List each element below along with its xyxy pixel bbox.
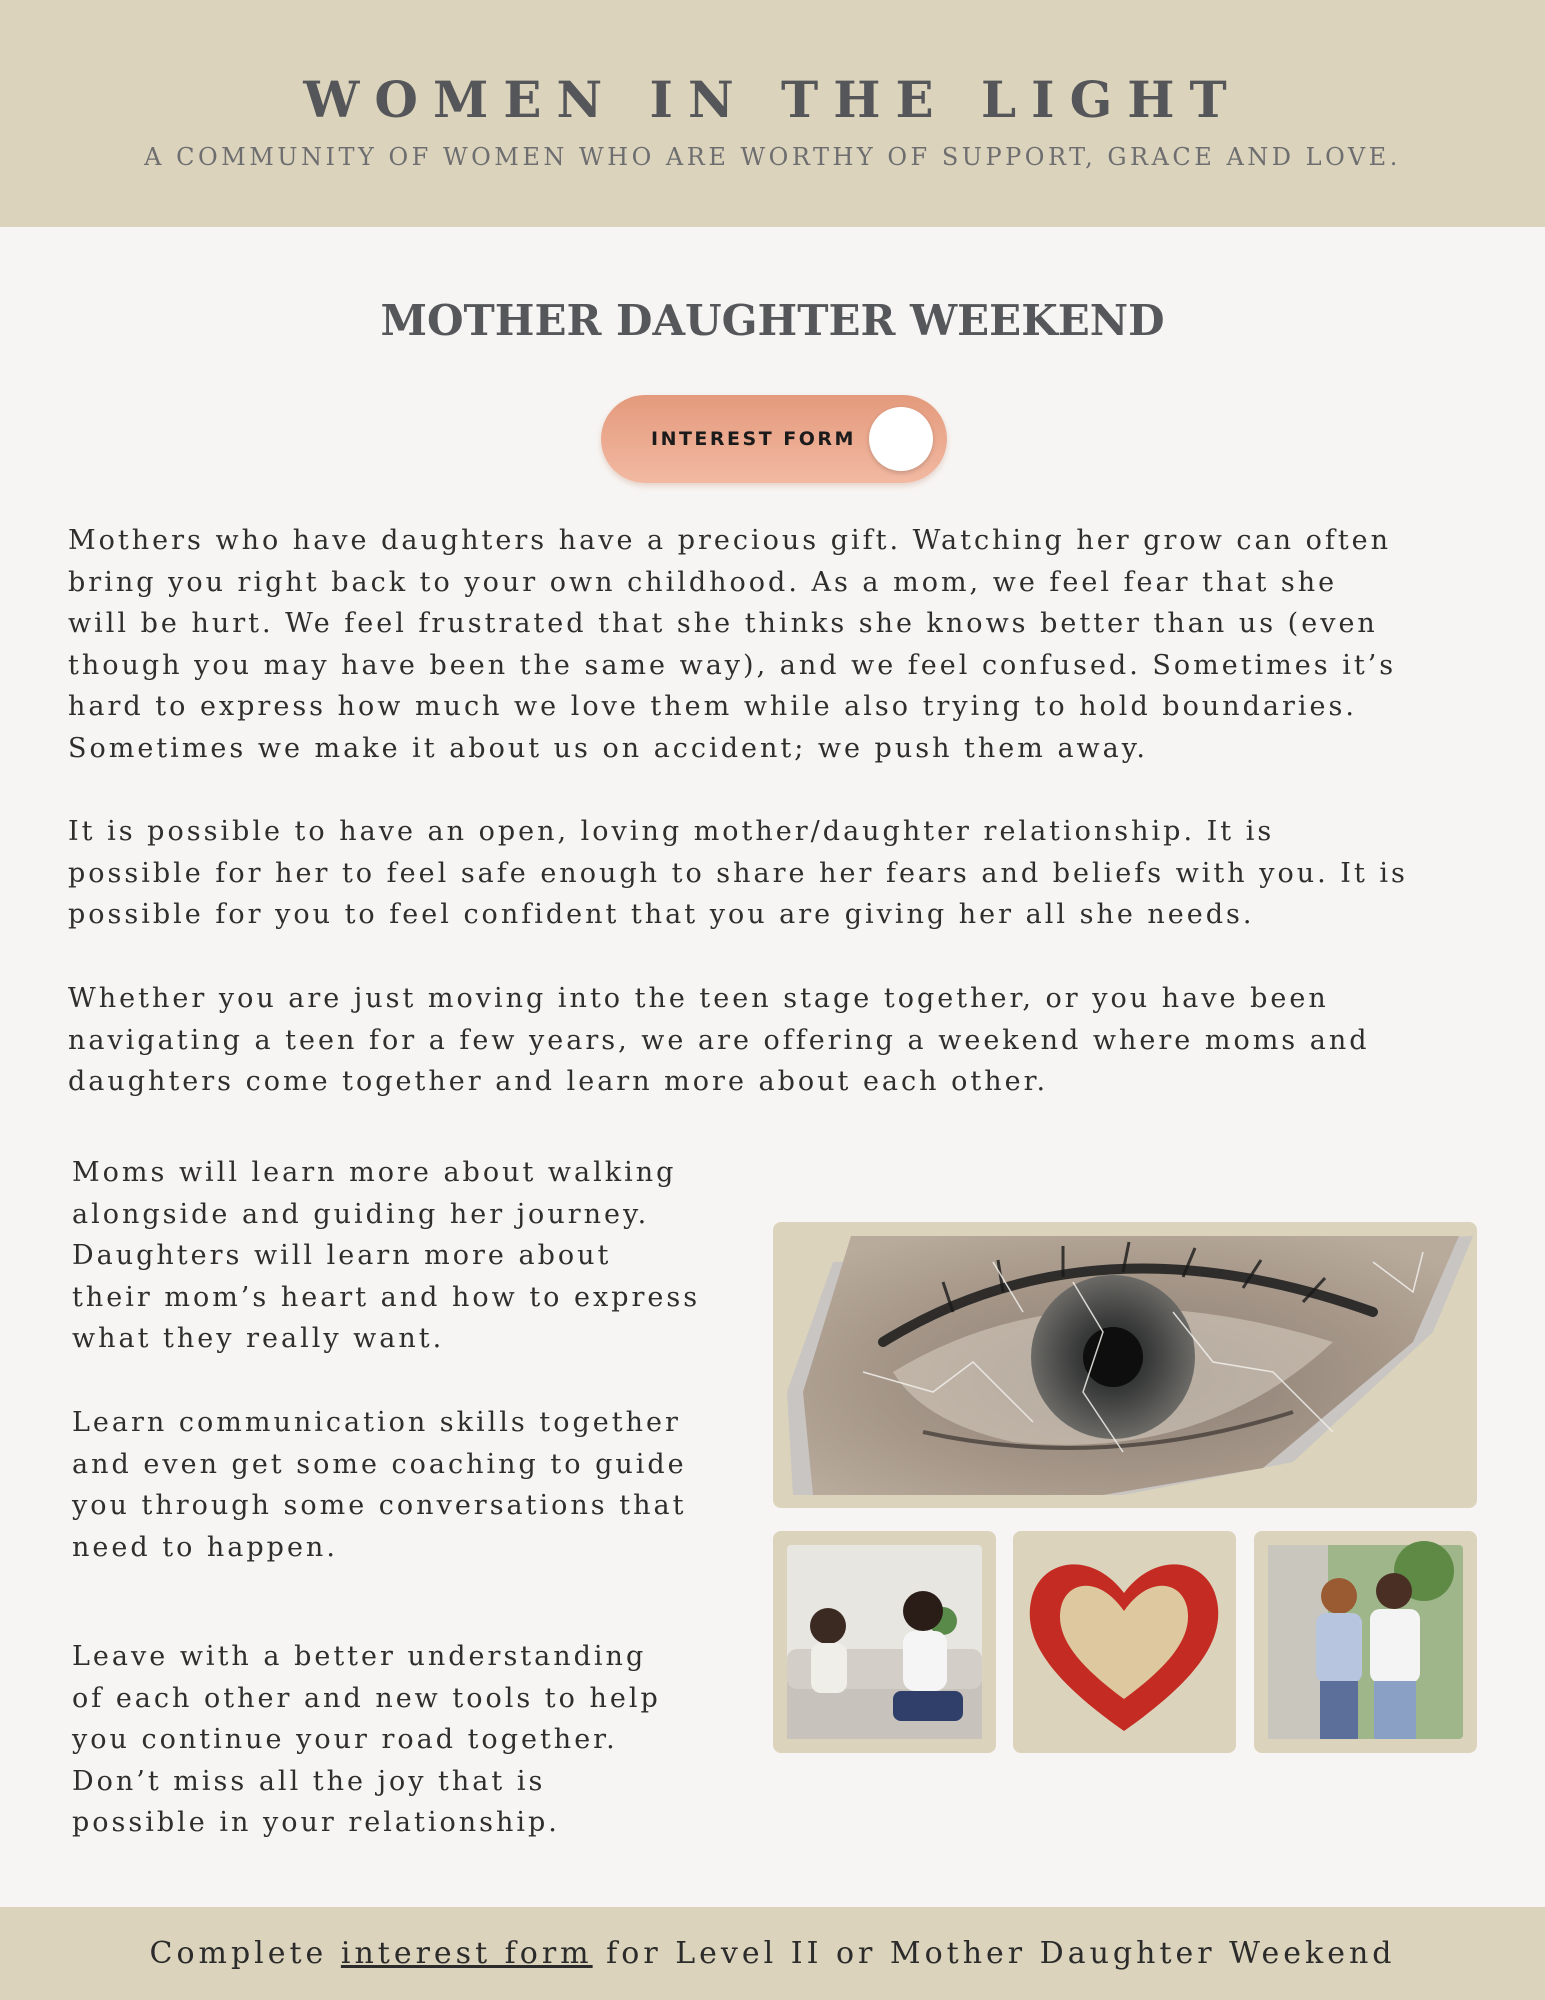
toggle-knob <box>869 407 933 471</box>
interest-form-link[interactable]: interest form <box>340 1936 593 1971</box>
brand-title: WOMEN IN THE LIGHT <box>303 70 1242 129</box>
header-band <box>0 0 1545 227</box>
moms-paragraph: Moms will learn more about walking alongside and guiding her journey. Daughters will learn more about their mom’s heart and how to express what they really want. <box>72 1157 701 1354</box>
interest-form-button[interactable] <box>601 395 947 483</box>
mother-daughter-talking-photo <box>773 1531 996 1753</box>
intro-paragraph: Mothers who have daughters have a precious gift. Watching her grow can often bring you right back to your own childhood. As a mom, we feel fear that she will be hurt. We feel frustrated that she thinks she knows better than us (even though you may have been the same way), and we feel confused. Sometimes it’s hard to express how much we love them while also trying to hold boundaries. Sometimes we make it about us on accident; we push them away. <box>68 525 1397 764</box>
eye-collage-image <box>773 1222 1477 1508</box>
painted-heart-image <box>1013 1531 1236 1753</box>
footer-prefix: Complete <box>149 1936 341 1971</box>
footer-suffix: for Level II or Mother Daughter Weekend <box>592 1936 1396 1971</box>
girls-with-coffee-photo <box>1254 1531 1477 1753</box>
interest-form-label: INTEREST FORM <box>651 428 856 450</box>
skills-paragraph: Learn communication skills together and even get some coaching to guide you through some conversations that need to happen. <box>72 1407 687 1563</box>
brand-tagline: A COMMUNITY OF WOMEN WHO ARE WORTHY OF SUPPORT, GRACE AND LOVE. <box>144 143 1401 171</box>
footer-text <box>0 1907 1545 2000</box>
possible-paragraph: It is possible to have an open, loving mother/daughter relationship. It is possible for her to feel safe enough to share her fears and beliefs with you. It is possible for you to feel confident that you are giving her all she needs. <box>68 816 1408 930</box>
leave-paragraph: Leave with a better understanding of each other and new tools to help you continue your road together. Don’t miss all the joy that is possible in your relationship. <box>72 1641 661 1838</box>
offer-paragraph: Whether you are just moving into the teen stage together, or you have been navigating a teen for a few years, we are offering a weekend where moms and daughters come together and learn more about each other. <box>68 983 1370 1097</box>
event-title: MOTHER DAUGHTER WEEKEND <box>380 296 1165 345</box>
footer-band <box>0 1907 1545 2000</box>
